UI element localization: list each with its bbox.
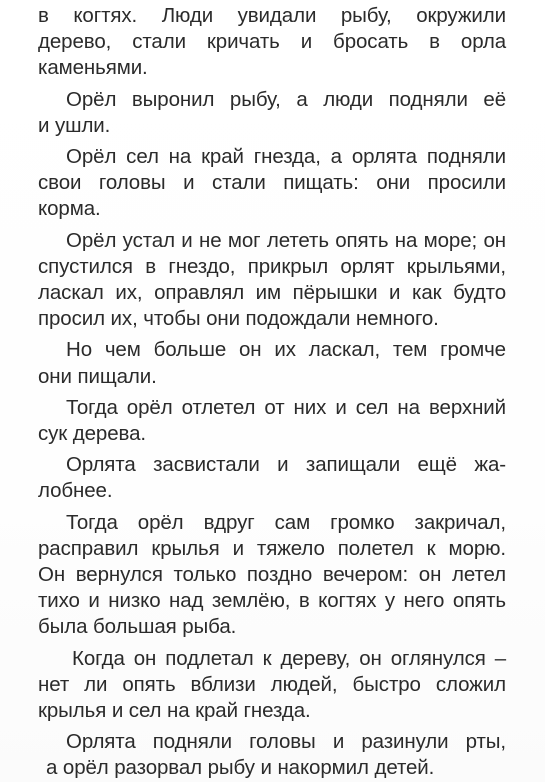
text-line: Орёл устал и не мог лететь опять на море; он bbox=[66, 228, 506, 252]
text-line: дерево, стали кричать и бросать в орла bbox=[38, 30, 506, 54]
text-line: и ушли. bbox=[38, 113, 111, 137]
paragraph bbox=[38, 3, 506, 82]
paragraph bbox=[38, 729, 506, 781]
paragraph bbox=[38, 646, 506, 725]
text-line: Когда он подлетал к дереву, он оглянулся – bbox=[72, 646, 506, 670]
text-line: корма. bbox=[38, 197, 101, 221]
text-line: Орёл сел на край гнезда, а орлята подняли bbox=[66, 145, 506, 169]
text-line: была большая рыба. bbox=[38, 615, 237, 639]
text-line: ласкал их, оправлял им пёрышки и как будто bbox=[38, 281, 506, 305]
paragraph bbox=[38, 144, 506, 223]
text-line: нет ли опять вблизи людей, быстро сложил bbox=[38, 672, 506, 696]
text-line: Орлята подняли головы и разинули рты, bbox=[66, 730, 506, 754]
text-line: лобнее. bbox=[38, 479, 113, 503]
text-line: они пищали. bbox=[38, 364, 157, 388]
paragraph bbox=[38, 452, 506, 504]
text-line: а орёл разорвал рыбу и накормил детей. bbox=[46, 756, 435, 780]
text-line: расправил крылья и тяжело полетел к морю. bbox=[38, 536, 506, 560]
paragraph bbox=[38, 510, 506, 641]
story-text bbox=[38, 3, 506, 782]
text-line: Он вернулся только поздно вечером: он летел bbox=[38, 563, 506, 587]
text-line: крылья и сел на край гнезда. bbox=[38, 699, 311, 723]
paragraph bbox=[38, 87, 506, 139]
text-line: сук дерева. bbox=[38, 422, 146, 446]
text-line: Орлята засвистали и запищали ещё жа- bbox=[66, 453, 506, 477]
paragraph bbox=[38, 395, 506, 447]
text-line: Тогда орёл отлетел от них и сел на верхний bbox=[66, 395, 506, 419]
text-line: спустился в гнездо, прикрыл орлят крыльями, bbox=[38, 254, 506, 278]
text-line: просил их, чтобы они подождали немного. bbox=[38, 307, 439, 331]
text-line: Тогда орёл вдруг сам громко закричал, bbox=[66, 510, 506, 534]
text-line: Орёл выронил рыбу, а люди подняли её bbox=[66, 87, 506, 111]
text-line: свои головы и стали пищать: они просили bbox=[38, 171, 506, 195]
paragraph bbox=[38, 337, 506, 389]
paragraph bbox=[38, 228, 506, 333]
text-line: Но чем больше он их ласкал, тем громче bbox=[66, 338, 506, 362]
text-line: в когтях. Люди увидали рыбу, окружили bbox=[38, 4, 506, 27]
text-line: тихо и низко над землёю, в когтях у него опять bbox=[38, 589, 506, 613]
text-line: каменьями. bbox=[38, 56, 148, 80]
